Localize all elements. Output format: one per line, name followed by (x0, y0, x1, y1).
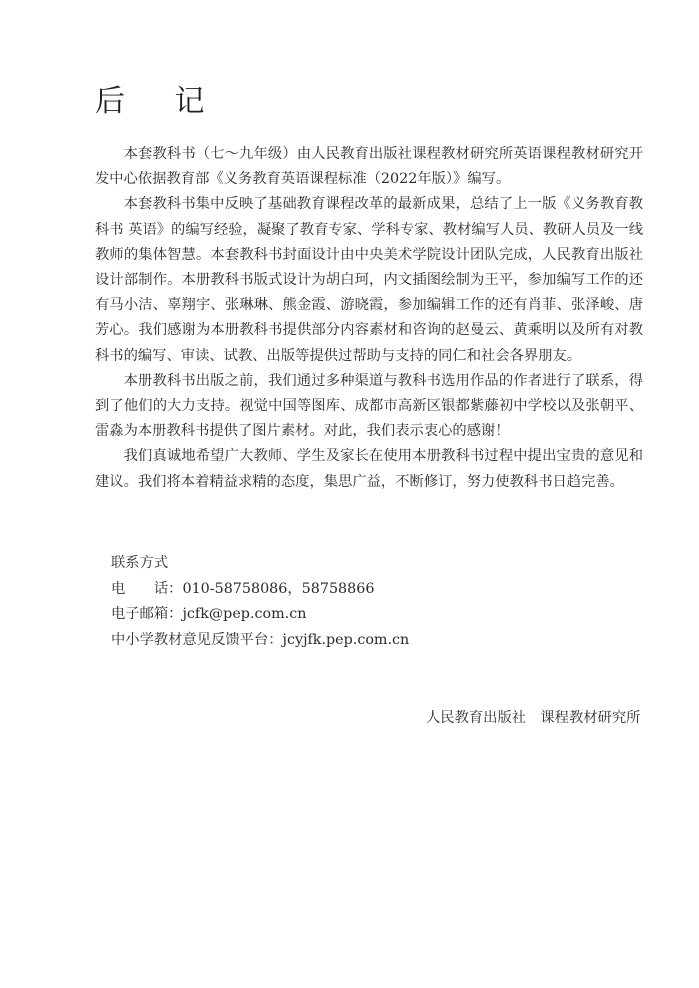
contact-heading: 联系方式 (111, 555, 169, 571)
paragraph-acknowledgement-contributors: 本套教科书集中反映了基础教育课程改革的最新成果，总结了上一版《义务教育教科书 英语》的编写经验，凝聚了教育专家、学科专家、教材编写人员、教研人员及一线教师的集体智慧。本套教科书封面设计由中央美术学院设计团队完成，人民教育出版社设计部制作。本册教科书版式设计为胡白珂，内文插图绘制为王平，参加编写工作的还有马小洁、辜翔宇、张琳琳、熊金霞、游晓霞，参加编辑工作的还有肖菲、张泽峻、唐芳心。我们感谢为本册教科书提供部分内容素材和咨询的赵曼云、黄乘明以及所有对教科书的编写、审读、试教、出版等提供过帮助与支持的同仁和社会各界朋友。 (95, 196, 643, 364)
paragraph-compilation: 本套教科书（七～九年级）由人民教育出版社课程教材研究所英语课程教材研究开发中心依据教育部《义务教育英语课程标准（2022年版）》编写。 (95, 146, 643, 188)
contact-email: 电子邮箱：jcfk@pep.com.cn (111, 606, 307, 622)
paragraph-feedback-request: 我们真诚地希望广大教师、学生及家长在使用本册教科书过程中提出宝贵的意见和建议。我们将本着精益求精的态度，集思广益，不断修订，努力使教科书日趋完善。 (95, 448, 643, 490)
publisher-signature: 人民教育出版社 课程教材研究所 (426, 710, 641, 726)
contact-feedback-platform: 中小学教材意见反馈平台：jcyjfk.pep.com.cn (111, 631, 410, 648)
afterword-body (95, 142, 643, 495)
contact-info (111, 551, 409, 653)
contact-phone: 电 话：010-58758086，58758866 (111, 580, 375, 597)
page-title: 后 记 (95, 84, 225, 119)
paragraph-acknowledgement-sources: 本册教科书出版之前，我们通过多种渠道与教科书选用作品的作者进行了联系，得到了他们的大力支持。视觉中国等图库、成都市高新区银都紫藤初中学校以及张朝平、雷淼为本册教科书提供了图片素材。对此，我们表示衷心的感谢！ (95, 372, 643, 440)
